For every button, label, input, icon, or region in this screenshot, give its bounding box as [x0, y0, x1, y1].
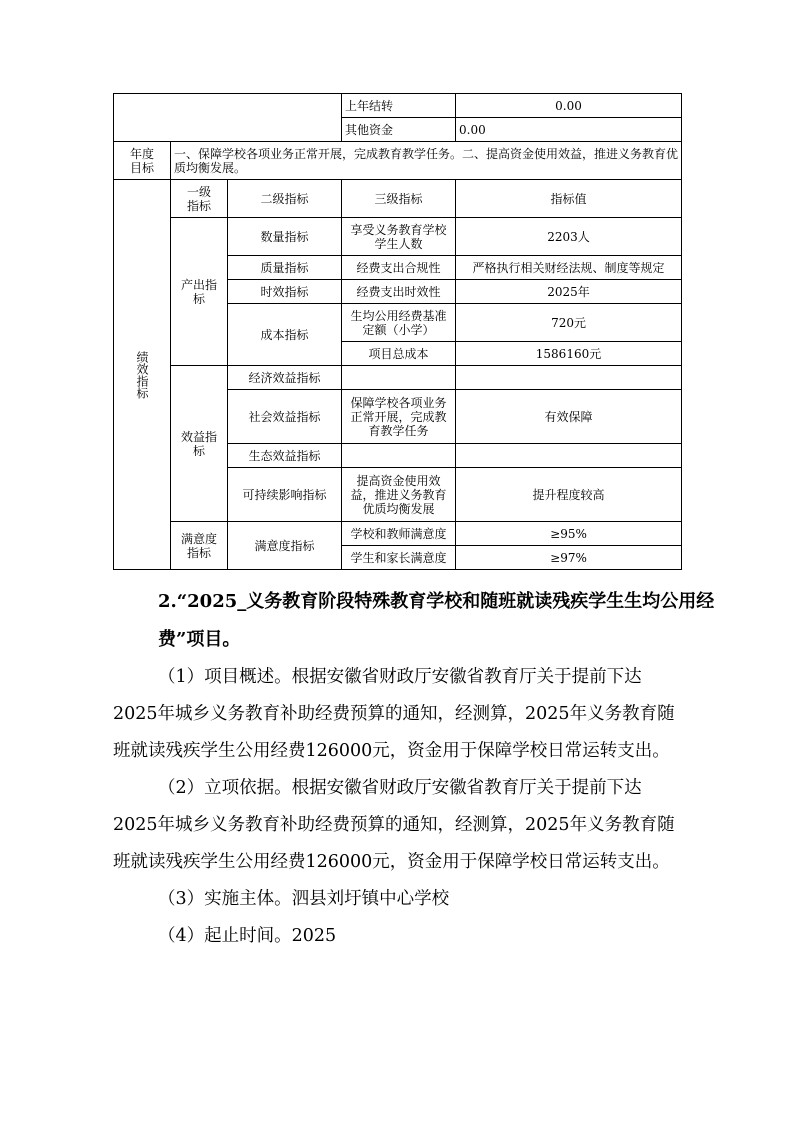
sustainable-l2: 可持续影响指标 — [228, 468, 342, 522]
quality-l3: 经费支出合规性 — [342, 256, 456, 280]
satisfaction-value-a: ≥95% — [456, 522, 682, 546]
section-heading: 2.“2025_义务教育阶段特殊教育学校和随班就读残疾学生生均公用经费”项目。 — [158, 591, 715, 650]
sustainable-value: 提升程度较高 — [456, 468, 682, 522]
paragraph-overview: （1）项目概述。根据安徽省财政厅安徽省教育厅关于提前下达2025年城乡义务教育补助经费预算的通知，经测算，2025年义务教育随班就读残疾学生公用经费126000元，资金用于保障学校日常运转支出。 — [113, 667, 675, 761]
output-label: 产出指 标 — [171, 218, 228, 366]
other-funds-value: 0.00 — [456, 118, 682, 142]
header-level2: 二级指标 — [228, 180, 342, 218]
social-l3: 保障学校各项业务正常开展，完成教育教学任务 — [342, 390, 456, 444]
social-value: 有效保障 — [456, 390, 682, 444]
satisfaction-l3b: 学生和家长满意度 — [342, 546, 456, 570]
satisfaction-l3a: 学校和教师满意度 — [342, 522, 456, 546]
economic-l2: 经济效益指标 — [228, 366, 342, 390]
benefit-label: 效益指 标 — [171, 366, 228, 522]
header-level1: 一级 指标 — [171, 180, 228, 218]
quality-l2: 质量指标 — [228, 256, 342, 280]
ecological-l2: 生态效益指标 — [228, 444, 342, 468]
satisfaction-value-b: ≥97% — [456, 546, 682, 570]
paragraph-entity: （3）实施主体。泗县刘圩镇中心学校 — [158, 889, 450, 909]
timeliness-l3: 经费支出时效性 — [342, 280, 456, 304]
cost-value-b: 1586160元 — [456, 342, 682, 366]
blank-cell — [114, 94, 342, 142]
annual-goal-label: 年度 目标 — [114, 142, 171, 180]
quantity-l3: 享受义务教育学校学生人数 — [342, 218, 456, 256]
ecological-l3 — [342, 444, 456, 468]
ecological-value — [456, 444, 682, 468]
header-level3: 三级指标 — [342, 180, 456, 218]
timeliness-l2: 时效指标 — [228, 280, 342, 304]
annual-goal-text: 一、保障学校各项业务正常开展，完成教育教学任务。二、提高资金使用效益，推进义务教育优质均衡发展。 — [171, 142, 682, 180]
perf-indicator-label: 绩效指标 — [114, 180, 171, 570]
paragraph-period: （4）起止时间。2025 — [158, 926, 337, 946]
paragraph-basis: （2）立项依据。根据安徽省财政厅安徽省教育厅关于提前下达2025年城乡义务教育补助经费预算的通知，经测算，2025年义务教育随班就读残疾学生公用经费126000元，资金用于保障学校日常运转支出。 — [113, 778, 675, 872]
economic-l3 — [342, 366, 456, 390]
satisfaction-label: 满意度 指标 — [171, 522, 228, 570]
quality-value: 严格执行相关财经法规、制度等规定 — [456, 256, 682, 280]
timeliness-value: 2025年 — [456, 280, 682, 304]
cost-value-a: 720元 — [456, 304, 682, 342]
social-l2: 社会效益指标 — [228, 390, 342, 444]
sustainable-l3: 提高资金使用效益，推进义务教育优质均衡发展 — [342, 468, 456, 522]
quantity-value: 2203人 — [456, 218, 682, 256]
cost-l3b: 项目总成本 — [342, 342, 456, 366]
quantity-l2: 数量指标 — [228, 218, 342, 256]
satisfaction-l2: 满意度指标 — [228, 522, 342, 570]
carry-over-value: 0.00 — [456, 94, 682, 118]
cost-l2: 成本指标 — [228, 304, 342, 366]
cost-l3a: 生均公用经费基准定额（小学） — [342, 304, 456, 342]
economic-value — [456, 366, 682, 390]
body-paragraphs — [113, 659, 681, 955]
header-value: 指标值 — [456, 180, 682, 218]
other-funds-label: 其他资金 — [342, 118, 456, 142]
carry-over-label: 上年结转 — [342, 94, 456, 118]
performance-table — [113, 93, 682, 570]
